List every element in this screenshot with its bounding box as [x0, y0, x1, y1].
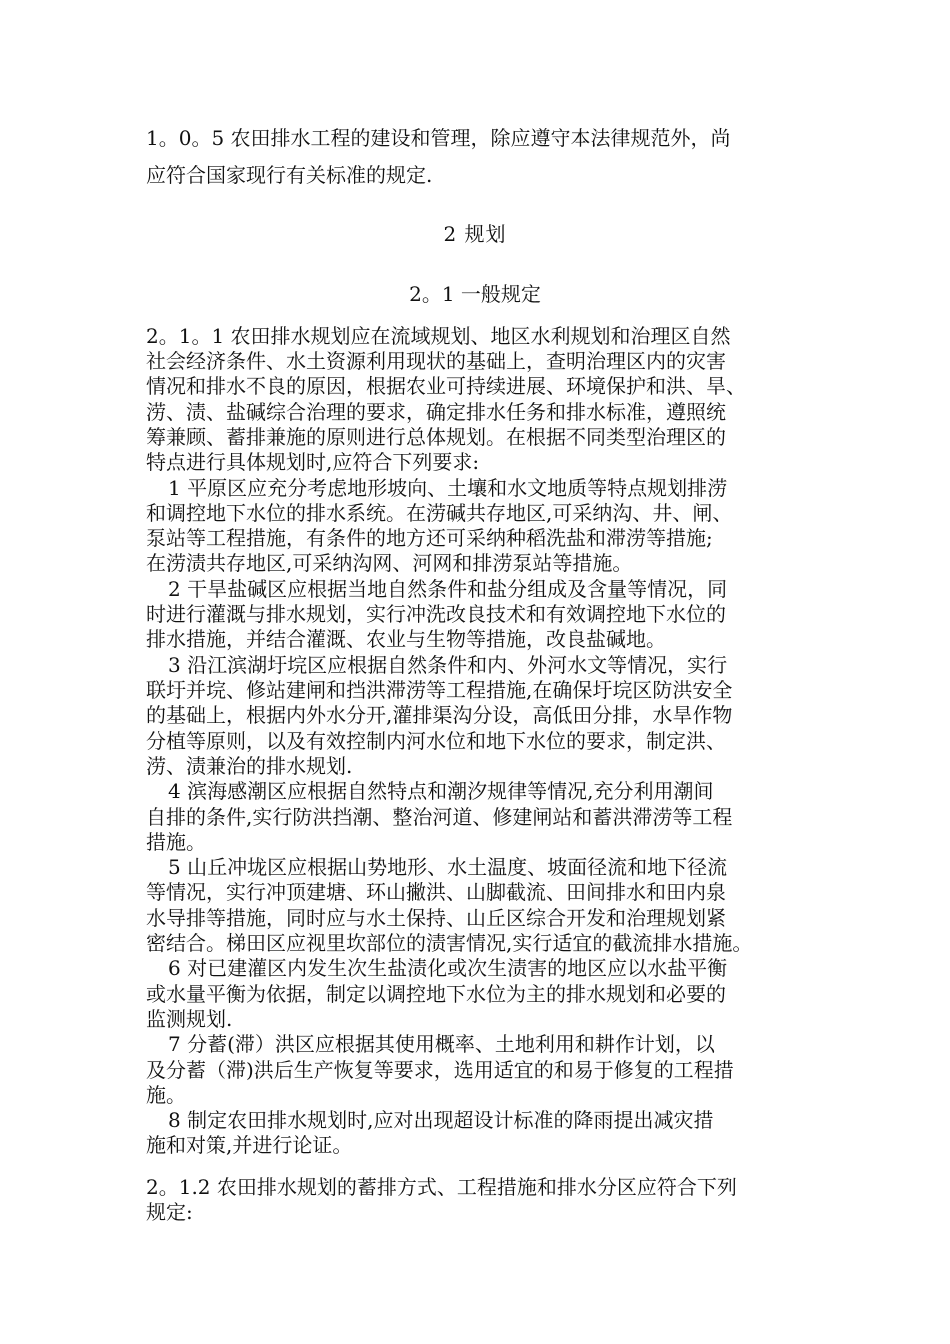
- item-8-line-2: 施和对策,并进行论证。: [146, 1133, 353, 1157]
- clause-211-line-3: 情况和排水不良的原因，根据农业可持续进展、环境保护和洪、旱、: [146, 374, 746, 398]
- item-2-line-3: 排水措施，并结合灌溉、农业与生物等措施，改良盐碱地。: [146, 627, 666, 651]
- item-3-line-2: 联圩并垸、修站建闸和挡洪滞涝等工程措施,在确保圩垸区防洪安全: [146, 678, 733, 702]
- clause-212-line-2: 规定:: [146, 1200, 193, 1224]
- item-4-line-2: 自排的条件,实行防洪挡潮、整治河道、修建闸站和蓄洪滞涝等工程: [146, 805, 733, 829]
- chapter-heading: 2 规划: [443, 222, 507, 246]
- section-heading: 2。1 一般规定: [409, 282, 541, 306]
- clause-211-line-1: 2。1。1 农田排水规划应在流域规划、地区水利规划和治理区自然: [146, 324, 731, 348]
- item-1-line-1: 1 平原区应充分考虑地形坡向、土壤和水文地质等特点规划排涝: [168, 476, 728, 500]
- item-7-line-1: 7 分蓄(滞）洪区应根据其使用概率、土地利用和耕作计划，以: [168, 1032, 715, 1056]
- clause-105-line-2: 应符合国家现行有关标准的规定.: [146, 163, 433, 187]
- item-1-line-3: 泵站等工程措施，有条件的地方还可采纳种稻洗盐和滞涝等措施;: [146, 526, 713, 550]
- item-2-line-2: 时进行灌溉与排水规划，实行冲洗改良技术和有效调控地下水位的: [146, 602, 726, 626]
- item-5-line-4: 密结合。梯田区应视里坎部位的渍害情况,实行适宜的截流排水措施。: [146, 931, 753, 955]
- item-2-line-1: 2 干旱盐碱区应根据当地自然条件和盐分组成及含量等情况，同: [168, 577, 728, 601]
- item-6-line-3: 监测规划.: [146, 1007, 233, 1031]
- item-6-line-2: 或水量平衡为依据，制定以调控地下水位为主的排水规划和必要的: [146, 982, 726, 1006]
- clause-211-line-5: 筹兼顾、蓄排兼施的原则进行总体规划。在根据不同类型治理区的: [146, 425, 726, 449]
- item-7-line-2: 及分蓄（滞)洪后生产恢复等要求，选用适宜的和易于修复的工程措: [146, 1058, 734, 1082]
- item-5-line-1: 5 山丘冲垅区应根据山势地形、水土温度、坡面径流和地下径流: [168, 855, 728, 879]
- item-8-line-1: 8 制定农田排水规划时,应对出现超设计标准的降雨提出减灾措: [168, 1108, 714, 1132]
- item-3-line-1: 3 沿江滨湖圩垸区应根据自然条件和内、外河水文等情况，实行: [168, 653, 728, 677]
- item-4-line-3: 措施。: [146, 830, 206, 854]
- clause-105-line-1: 1。0。5 农田排水工程的建设和管理，除应遵守本法律规范外，尚: [146, 126, 731, 150]
- clause-211-line-6: 特点进行具体规划时,应符合下列要求:: [146, 450, 480, 474]
- item-1-line-2: 和调控地下水位的排水系统。在涝碱共存地区,可采纳沟、井、闸、: [146, 501, 733, 525]
- item-3-line-5: 涝、渍兼治的排水规划.: [146, 754, 353, 778]
- item-7-line-3: 施。: [146, 1083, 186, 1107]
- item-4-line-1: 4 滨海感潮区应根据自然特点和潮汐规律等情况,充分利用潮间: [168, 779, 714, 803]
- clause-211-line-2: 社会经济条件、水土资源利用现状的基础上，查明治理区内的灾害: [146, 349, 726, 373]
- item-5-line-3: 水导排等措施，同时应与水土保持、山丘区综合开发和治理规划紧: [146, 906, 726, 930]
- item-5-line-2: 等情况，实行冲顶建塘、环山撇洪、山脚截流、田间排水和田内泉: [146, 880, 726, 904]
- item-6-line-1: 6 对已建灌区内发生次生盐渍化或次生渍害的地区应以水盐平衡: [168, 956, 728, 980]
- item-3-line-4: 分植等原则，以及有效控制内河水位和地下水位的要求，制定洪、: [146, 729, 726, 753]
- item-3-line-3: 的基础上，根据内外水分开,灌排渠沟分设，高低田分排，水旱作物: [146, 703, 733, 727]
- item-1-line-4: 在涝渍共存地区,可采纳沟网、河网和排涝泵站等措施。: [146, 551, 633, 575]
- clause-211-line-4: 涝、渍、盐碱综合治理的要求，确定排水任务和排水标准，遵照统: [146, 400, 726, 424]
- clause-212-line-1: 2。1.2 农田排水规划的蓄排方式、工程措施和排水分区应符合下列: [146, 1175, 737, 1199]
